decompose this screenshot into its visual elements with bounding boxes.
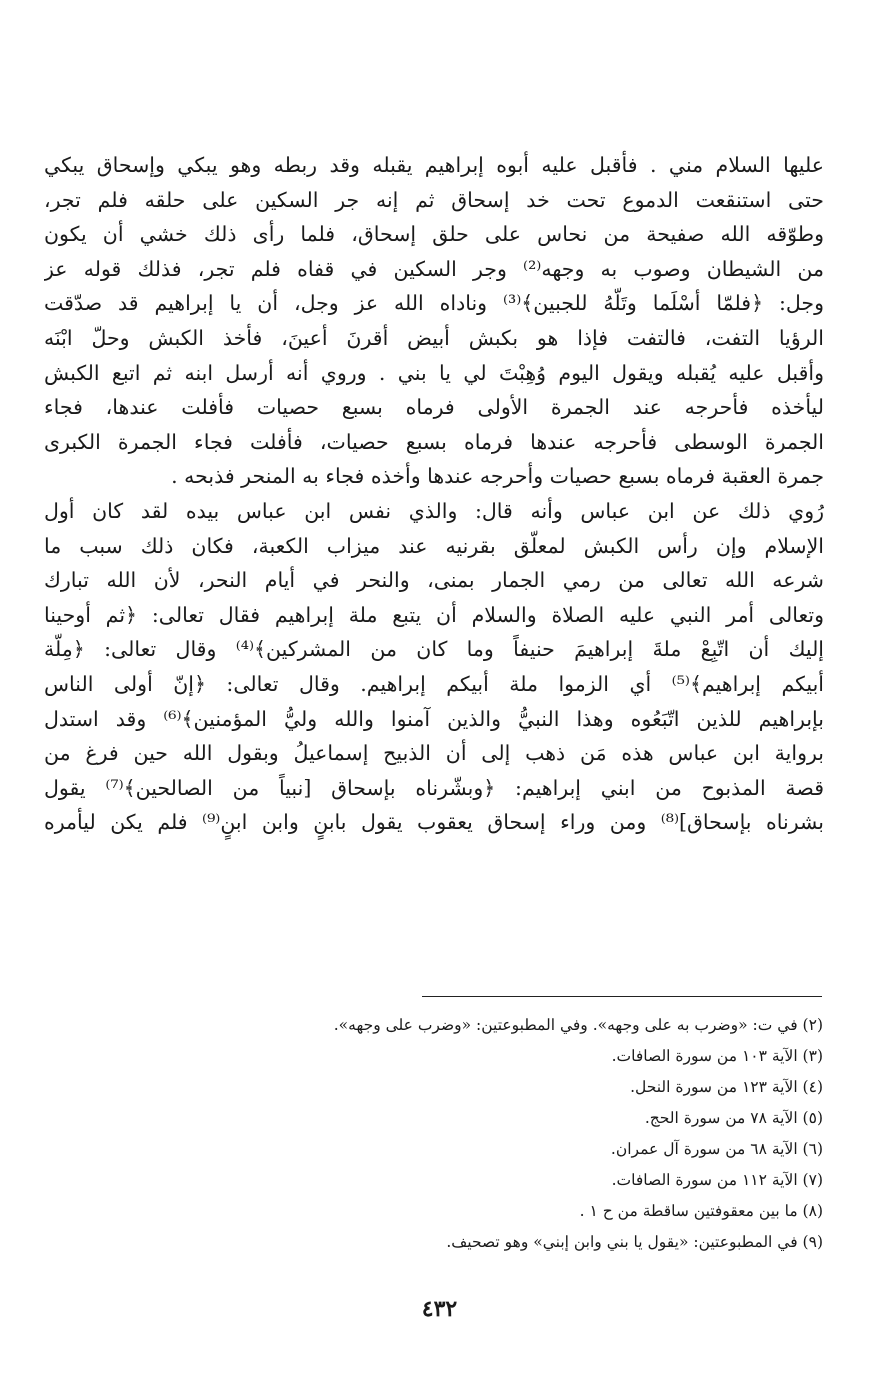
text-line: الإسلام وإن رأس الكبش لمعلّق بقرنيه عند ميزاب الكعبة، فكان ذلك سبب ما [44, 533, 824, 558]
text-line: قصة المذبوح من ابني إبراهيم: ﴿وبشّرناه بإسحاق [نبياً من الصالحين﴾⁽⁷⁾ يقول [44, 775, 824, 800]
footnote: (٥) الآية ٧٨ من سورة الحج. [644, 1109, 823, 1127]
text-line: وجل: ﴿فلمّا أسْلَما وتَلّهُ للجبين﴾⁽³⁾ وناداه الله عز وجل، أن يا إبراهيم قد صدّقت [44, 291, 824, 316]
text-line: ليأخذه فأحرجه عند الجمرة الأولى فرماه بسبع حصيات فأفلت عندها، فجاء [44, 395, 824, 420]
text-line: بشرناه بإسحاق]⁽⁸⁾ ومن وراء إسحاق يعقوب يقول بابنٍ وابن ابنٍ⁽⁹⁾ فلم يكن ليأمره [44, 810, 824, 835]
text-line: الرؤيا التفت، فالتفت فإذا هو بكبش أبيض أقرنَ أعينَ، فأخذ الكبش وحلّ ابْنَه [44, 325, 824, 350]
text-line: وتعالى أمر النبي عليه الصلاة والسلام أن يتبع ملة إبراهيم فقال تعالى: ﴿ثم أوحينا [44, 602, 824, 627]
text-line: وطوّقه الله صفيحة من نحاس على حلق إسحاق، فلما رأى ذلك خشي أن يكون [44, 222, 824, 247]
text-line: أبيكم إبراهيم﴾⁽⁵⁾ أي الزموا ملة أبيكم إبراهيم. وقال تعالى: ﴿إنّ أولى الناس [44, 671, 824, 696]
footnote: (٨) ما بين معقوفتين ساقطة من ح ١ . [579, 1202, 823, 1220]
footnote: (٧) الآية ١١٢ من سورة الصافات. [611, 1171, 823, 1189]
text-line: شرعه الله تعالى من رمي الجمار بمنى، والنحر في أيام النحر، لأن الله تبارك [44, 568, 824, 593]
text-line: رُوي ذلك عن ابن عباس وأنه قال: والذي نفس ابن عباس بيده لقد كان أول [44, 498, 824, 523]
main-text [44, 148, 824, 840]
footnote: (٦) الآية ٦٨ من سورة آل عمران. [610, 1140, 823, 1158]
text-line: من الشيطان وصوب به وجهه⁽²⁾ وجر السكين في قفاه فلم تجر، فذلك قوله عز [44, 256, 824, 281]
text-line: عليها السلام مني . فأقبل عليه أبوه إبراهيم يقبله وقد ربطه وهو يبكي وإسحاق يبكي [44, 153, 824, 177]
text-line: حتى استنقعت الدموع تحت خد إسحاق ثم إنه جر السكين على حلقه فلم تجر، [44, 187, 824, 212]
text-line: إليك أن اتّبِعْ ملةَ إبراهيمَ حنيفاً وما كان من المشركين﴾⁽⁴⁾ وقال تعالى: ﴿مِلّة [44, 637, 824, 662]
footnote: (٣) الآية ١٠٣ من سورة الصافات. [611, 1047, 823, 1065]
footnotes [223, 1010, 823, 1258]
text-line: برواية ابن عباس هذه مَن ذهب إلى أن الذبيح إسماعيلُ وبقول الله حين فرغ من [44, 741, 824, 766]
text-line: وأقبل عليه يُقبله ويقول اليوم وُهِبْتَ لي يا بني . وروي أنه أرسل ابنه ثم اتبع الكبش [44, 360, 824, 385]
footnote: (٤) الآية ١٢٣ من سورة النحل. [630, 1078, 823, 1096]
text-line: جمرة العقبة فرماه بسبع حصيات وأحرجه عندها وأخذه فجاء به المنحر فذبحه . [171, 464, 824, 489]
text-line: الجمرة الوسطى فأحرجه عندها فرماه بسبع حصيات، فأفلت فجاء الجمرة الكبرى [44, 429, 824, 454]
footnote: (٩) في المطبوعتين: «يقول يا بني وابن إبني» وهو تصحيف. [446, 1233, 823, 1251]
page-number: ٤٣٢ [421, 1296, 458, 1322]
footnote: (٢) في ت: «وضرب به على وجهه». وفي المطبوعتين: «وضرب على وجهه». [333, 1016, 823, 1034]
text-line: بإبراهيم للذين اتّبَعُوه وهذا النبيُّ والذين آمنوا والله وليُّ المؤمنين﴾⁽⁶⁾ وقد استدل [44, 706, 824, 731]
footnote-separator [422, 996, 822, 997]
